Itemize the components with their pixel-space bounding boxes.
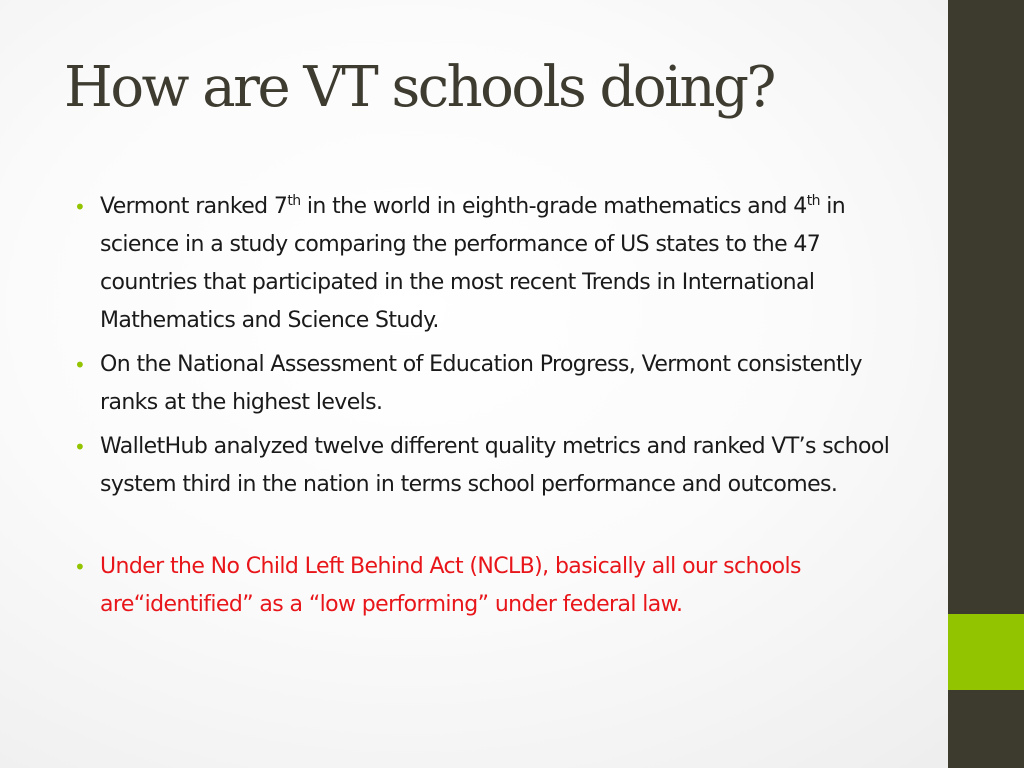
bullet-marker-icon: • <box>74 435 86 459</box>
superscript: th <box>806 193 820 209</box>
bullet-text: Vermont ranked 7 <box>100 194 288 219</box>
bullet-marker-icon: • <box>74 555 86 579</box>
side-accent-block <box>948 614 1024 690</box>
slide-title: How are VT schools doing? <box>64 55 774 120</box>
superscript: th <box>287 193 301 209</box>
bullet-text: WalletHub analyzed twelve different quality metrics and ranked VT’s school system third in the nation in terms school performance and outcomes. <box>100 434 890 497</box>
bullet-text: in science in a study comparing the performance of US states to the 47 countries that participated in the most recent Trends in International Mathematics and Science Study. <box>100 194 846 333</box>
bullet-text: Under the No Child Left Behind Act (NCLB), basically all our schools are“identified” as a “low performing” under federal law. <box>100 554 801 617</box>
bullet-text: in the world in eighth-grade mathematics and 4 <box>300 194 807 219</box>
bullet-marker-icon: • <box>74 195 86 219</box>
bullet-text: On the National Assessment of Education Progress, Vermont consistently ranks at the highest levels. <box>100 352 862 415</box>
bullet-item-wallethub <box>74 428 890 504</box>
bullet-list <box>74 188 890 630</box>
bullet-marker-icon: • <box>74 353 86 377</box>
bullet-item-nclb <box>74 548 890 624</box>
bullet-item-naep <box>74 346 890 422</box>
bullet-item-vermont-ranking <box>74 188 890 340</box>
